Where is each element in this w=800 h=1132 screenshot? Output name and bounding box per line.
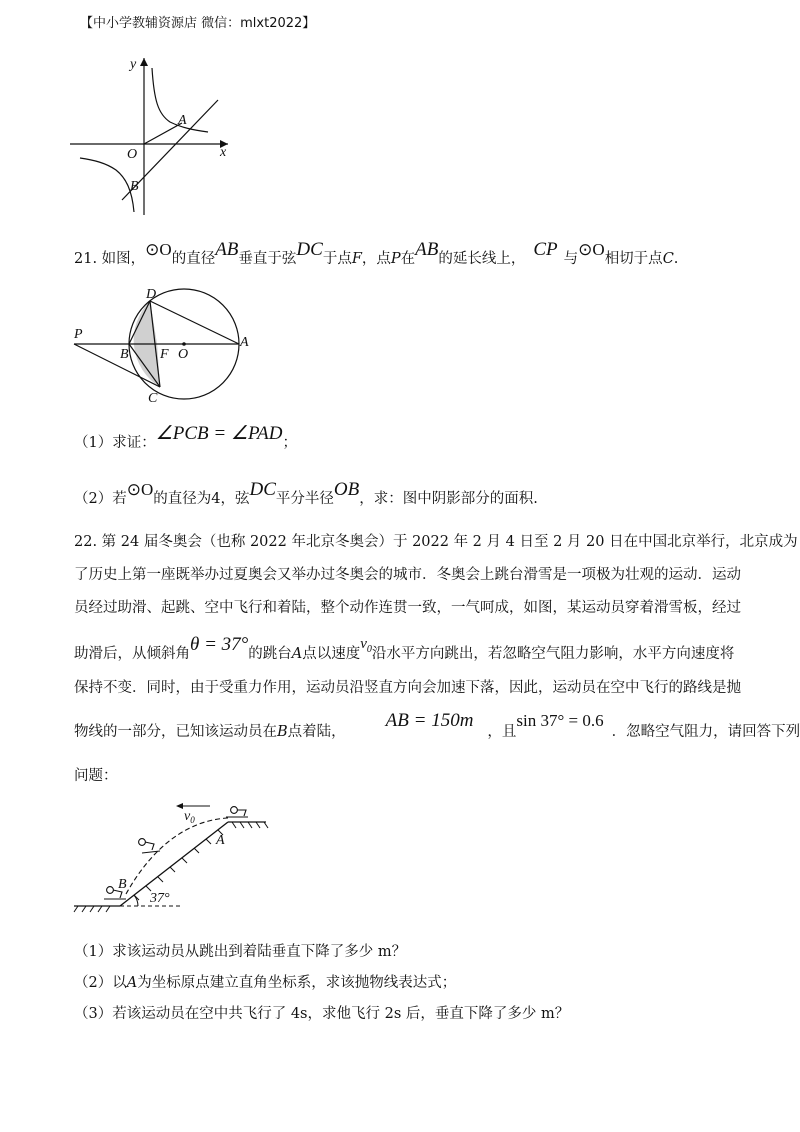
fig3-angle-label: 37° bbox=[150, 891, 170, 906]
figure-circle bbox=[62, 280, 262, 406]
fig3-a-label: A bbox=[216, 833, 225, 848]
fig2-o-label: O bbox=[178, 347, 189, 362]
q22-line2: 了历史上第一座既举办过夏奥会又举办过冬奥会的城市．冬奥会上跳台滑雪是一项极为壮观的运动．运动 bbox=[74, 567, 741, 583]
q22-line6: 物线的一部分，已知该运动员在B点着陆，AB = 150m，且sin 37° = 0.6．忽略空气阻力，请回答下列 bbox=[74, 710, 800, 740]
page-header: 【中小学教辅资源店 微信：mlxt2022】 bbox=[80, 16, 316, 31]
fig2-d-label: D bbox=[146, 287, 157, 302]
figure-hyperbola bbox=[60, 50, 240, 220]
fig3-v-label: $v_0$ bbox=[184, 809, 195, 825]
fig2-c-label: C bbox=[148, 391, 158, 406]
fig2-a-label: A bbox=[240, 335, 249, 350]
q21-statement: 21. 如图，⊙O的直径AB垂直于弦DC于点F，点P在AB的延长线上， CP 与⊙O相切于点C. bbox=[74, 239, 679, 267]
fig1-x-label: x bbox=[220, 145, 227, 160]
fig1-a-label: A bbox=[178, 113, 187, 128]
figure-ski-jump bbox=[70, 798, 280, 916]
q21-part1: （1）求证：∠PCB = ∠PAD； bbox=[74, 423, 297, 451]
q22-line4: 助滑后，从倾斜角θ = 37°的跳台A点以速度$v_0$沿水平方向跳出，若忽略空气阻力影响，水平方向速度将 bbox=[74, 634, 735, 662]
q22-line3: 员经过助滑、起跳、空中飞行和着陆，整个动作连贯一致，一气呵成，如图，某运动员穿着滑雪板，经过 bbox=[74, 600, 741, 616]
fig1-o-label: O bbox=[127, 147, 138, 162]
fig2-p-label: P bbox=[74, 327, 83, 342]
q22-part1: （1）求该运动员从跳出到着陆垂直下降了多少 m？ bbox=[74, 944, 407, 960]
q22-part2: （2）以A为坐标原点建立直角坐标系，求该抛物线表达式； bbox=[74, 975, 457, 991]
q22-part3: （3）若该运动员在空中共飞行了 4s，求他飞行 2s 后，垂直下降了多少 m？ bbox=[74, 1006, 570, 1022]
q21-part2: （2）若⊙O的直径为4，弦DC平分半径OB，求：图中阴影部分的面积. bbox=[74, 479, 538, 507]
q22-line7: 问题： bbox=[74, 768, 118, 784]
fig1-b-label: B bbox=[130, 179, 139, 194]
fig2-f-label: F bbox=[160, 347, 169, 362]
fig2-b-label: B bbox=[120, 347, 129, 362]
q22-line5: 保持不变．同时，由于受重力作用，运动员沿竖直方向会加速下落，因此，运动员在空中飞行的路线是抛 bbox=[74, 680, 741, 696]
fig3-b-label: B bbox=[118, 877, 127, 892]
fig1-y-label: y bbox=[130, 57, 137, 72]
q22-line1: 22. 第 24 届冬奥会（也称 2022 年北京冬奥会）于 2022 年 2 月 4 日至 2 月 20 日在中国北京举行，北京成为 bbox=[74, 534, 798, 550]
